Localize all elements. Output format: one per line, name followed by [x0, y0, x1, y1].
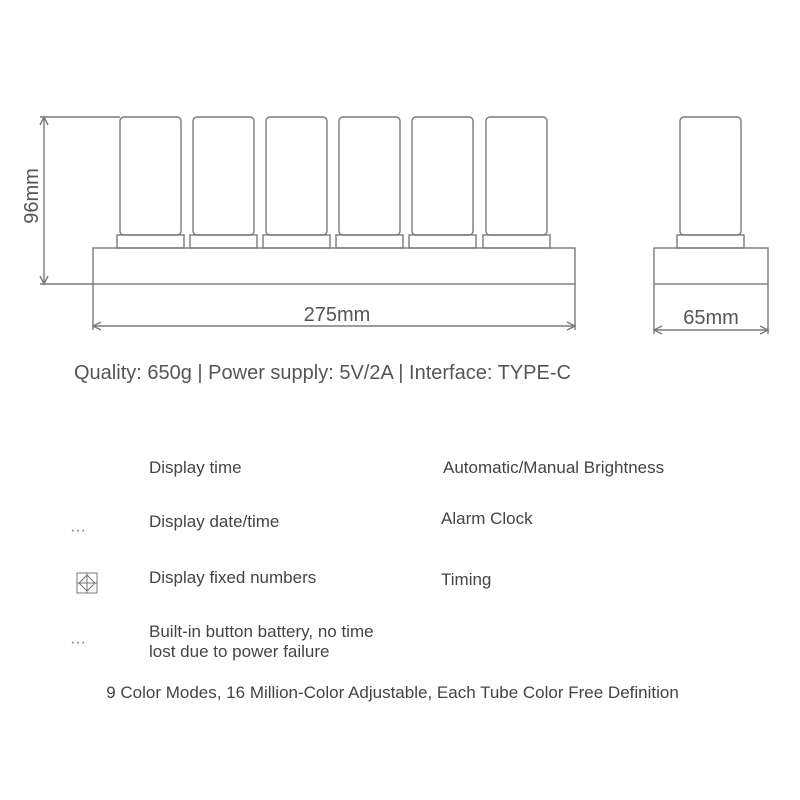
tube-1-base [117, 235, 184, 248]
side-tube [680, 117, 741, 235]
tube-2 [193, 117, 254, 235]
feature-timing: Timing [441, 570, 492, 589]
specs-line: Quality: 650g | Power supply: 5V/2A | Interface: TYPE-C [74, 362, 571, 384]
feature-display-time: Display time [149, 458, 242, 477]
width-label: 275mm [303, 304, 371, 326]
dimension-drawing [0, 0, 800, 340]
tube-5-base [409, 235, 476, 248]
side-base [654, 248, 768, 284]
tube-6-base [483, 235, 550, 248]
tube-5 [412, 117, 473, 235]
footer-note: 9 Color Modes, 16 Million-Color Adjustable, Each Tube Color Free Definition [106, 683, 679, 702]
depth-label: 65mm [683, 307, 739, 329]
height-label: 96mm [21, 168, 43, 224]
dots-icon: ··· [70, 522, 86, 539]
feature-display-fixed-numbers: Display fixed numbers [149, 568, 317, 587]
tube-2-base [190, 235, 257, 248]
side-tube-base [677, 235, 744, 248]
front-tubes [117, 117, 550, 248]
feature-alarm-clock: Alarm Clock [441, 509, 533, 528]
side-view [654, 117, 768, 334]
tube-1 [120, 117, 181, 235]
tube-6 [486, 117, 547, 235]
grid-target-icon [76, 572, 98, 599]
tube-4 [339, 117, 400, 235]
tube-3 [266, 117, 327, 235]
tube-4-base [336, 235, 403, 248]
front-base [93, 248, 575, 284]
feature-display-date-time: Display date/time [149, 512, 280, 531]
tube-3-base [263, 235, 330, 248]
feature-brightness: Automatic/Manual Brightness [443, 458, 665, 477]
feature-built-in-battery: Built-in button battery, no time lost due to power failure [149, 622, 374, 661]
dots-icon: ··· [70, 634, 86, 651]
